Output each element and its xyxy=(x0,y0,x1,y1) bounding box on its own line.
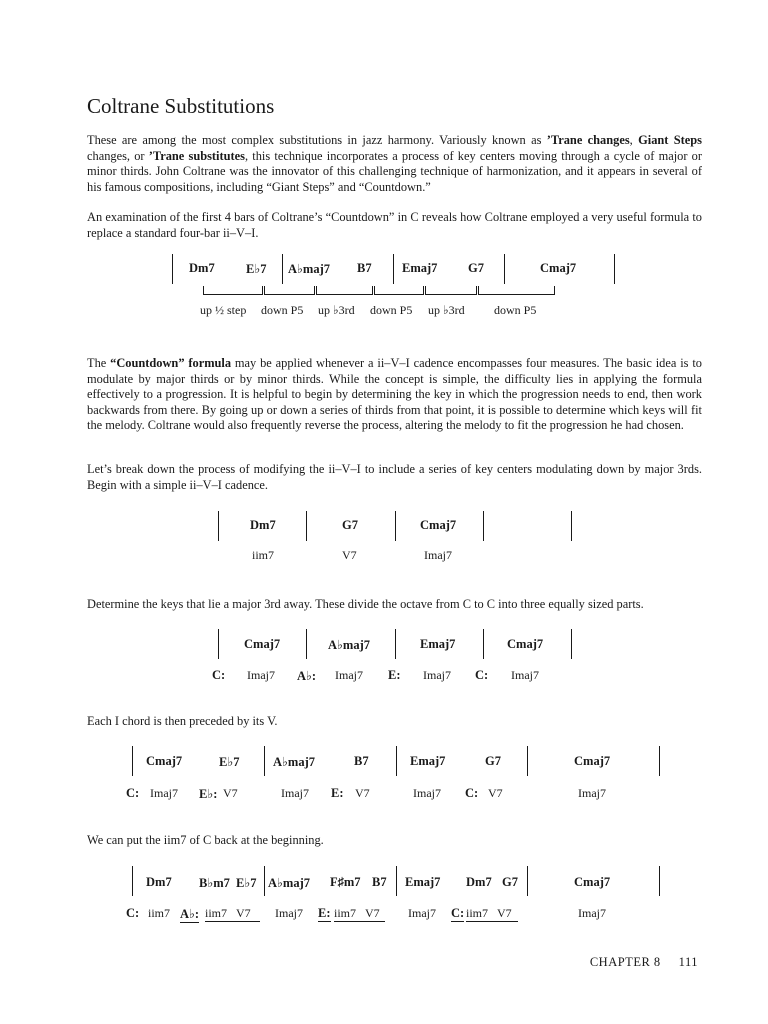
chord-symbol: Cmaj7 xyxy=(574,875,611,889)
barline xyxy=(614,254,615,284)
chord-symbol: F♯m7 xyxy=(330,875,361,889)
roman-numeral: Imaj7 xyxy=(275,906,303,920)
barline xyxy=(132,746,133,776)
chord-symbol: B♭m7 xyxy=(199,876,230,890)
interval-label: up ♭3rd xyxy=(428,303,465,317)
roman-numeral: iim7 xyxy=(252,548,275,562)
interval-bracket xyxy=(374,286,424,295)
chord-symbol: E♭7 xyxy=(219,755,240,769)
barline xyxy=(396,866,397,896)
key-label: E: xyxy=(388,668,401,682)
roman-numeral: Imaj7 xyxy=(413,786,441,800)
key-label: E: xyxy=(331,786,344,800)
chord-symbol: Cmaj7 xyxy=(507,637,544,651)
roman-numeral: Imaj7 xyxy=(578,906,606,920)
roman-numeral: Imaj7 xyxy=(335,668,363,682)
roman-numeral: Imaj7 xyxy=(578,786,606,800)
chord-symbol: Cmaj7 xyxy=(574,754,611,768)
iim7-paragraph: We can put the iim7 of C back at the beginning. xyxy=(87,833,324,847)
key-label: C: xyxy=(126,906,140,920)
chord-symbol: A♭maj7 xyxy=(268,876,310,890)
barline xyxy=(218,629,219,659)
chord-symbol: Cmaj7 xyxy=(420,518,457,532)
chord-symbol: E♭7 xyxy=(236,876,257,890)
interval-bracket xyxy=(425,286,477,295)
dominant-paragraph: Each I chord is then preceded by its V. xyxy=(87,714,278,728)
roman-numeral: Imaj7 xyxy=(408,906,436,920)
key-label: E♭: xyxy=(199,787,218,801)
interval-label: down P5 xyxy=(261,303,304,317)
roman-numeral: Imaj7 xyxy=(424,548,452,562)
chord-symbol: Dm7 xyxy=(250,518,276,532)
barline xyxy=(264,866,265,896)
interval-bracket xyxy=(316,286,373,295)
barline xyxy=(218,511,219,541)
chord-symbol: Emaj7 xyxy=(405,875,441,889)
key-label: A♭: xyxy=(180,907,200,921)
page-number: 111 xyxy=(678,955,698,969)
page-footer xyxy=(572,955,698,970)
roman-numeral: iim7 V7 xyxy=(334,906,385,922)
interval-label: up ♭3rd xyxy=(318,303,355,317)
chord-symbol: Cmaj7 xyxy=(540,261,577,275)
interval-label: down P5 xyxy=(370,303,413,317)
roman-numeral: Imaj7 xyxy=(281,786,309,800)
barline xyxy=(659,746,660,776)
roman-numeral: V7 xyxy=(355,786,370,800)
chapter-label: CHAPTER 8 xyxy=(589,955,661,969)
chord-symbol: G7 xyxy=(342,518,358,532)
barline xyxy=(264,746,265,776)
chord-symbol: G7 xyxy=(468,261,484,275)
barline xyxy=(393,254,394,284)
barline xyxy=(172,254,173,284)
chord-symbol: Dm7 xyxy=(146,875,172,889)
roman-numeral: V7 xyxy=(342,548,357,562)
chord-symbol: B7 xyxy=(357,261,372,275)
roman-numeral: Imaj7 xyxy=(150,786,178,800)
barline xyxy=(483,511,484,541)
chord-symbol: Dm7 xyxy=(189,261,215,275)
key-label: C: xyxy=(212,668,226,682)
formula-paragraph: The “Countdown” formula may be applied whenever a ii–V–I cadence encompasses four measures. The basic idea is to modulate by major thirds or by minor thirds. While the concept is simple, the difficulty lies in applying the formula effectively to a progression. It is helpful to begin by determining the key in which the progression needs to end, then work backwards from there. By going up or down a series of thirds from that point, it is possible to determine which keys will fit the melody. Coltrane would also frequently reverse the process, altering the melody to fit the progression he had chosen. xyxy=(87,356,702,432)
roman-numeral: iim7 xyxy=(148,906,171,920)
interval-label: down P5 xyxy=(494,303,537,317)
keys-paragraph: Determine the keys that lie a major 3rd away. These divide the octave from C to C into three equally sized parts. xyxy=(87,597,644,611)
chord-symbol: Cmaj7 xyxy=(244,637,281,651)
roman-numeral: Imaj7 xyxy=(423,668,451,682)
barline xyxy=(571,629,572,659)
roman-numeral: iim7 V7 xyxy=(205,906,260,922)
roman-numeral: V7 xyxy=(488,786,503,800)
roman-numeral: Imaj7 xyxy=(247,668,275,682)
chord-symbol: E♭7 xyxy=(246,262,267,276)
chord-symbol: B7 xyxy=(354,754,369,768)
chord-symbol: A♭maj7 xyxy=(273,755,315,769)
chord-symbol: Cmaj7 xyxy=(146,754,183,768)
chord-symbol: A♭maj7 xyxy=(328,638,370,652)
barline xyxy=(527,866,528,896)
barline xyxy=(132,866,133,896)
barline xyxy=(659,866,660,896)
intro-paragraph: These are among the most complex substitutions in jazz harmony. Variously known as ’Trane changes, Giant Steps changes, or ’Trane substitutes, this technique incorporates a process of key centers moving through a cycle of major or minor thirds. John Coltrane was the innovator of this challenging technique of harmonization, and it appears in several of his famous compositions, including “Giant Steps” and “Countdown.” xyxy=(87,133,702,194)
chord-symbol: Emaj7 xyxy=(402,261,438,275)
countdown-paragraph: An examination of the first 4 bars of Coltrane’s “Countdown” in C reveals how Coltrane employed a very useful formula to replace a standard four-bar ii–V–I. xyxy=(87,210,702,240)
key-label: C: xyxy=(475,668,489,682)
key-label: A♭: xyxy=(297,669,317,683)
page-title: Coltrane Substitutions xyxy=(87,94,275,118)
barline xyxy=(504,254,505,284)
chord-symbol: G7 xyxy=(502,875,518,889)
chord-symbol: Emaj7 xyxy=(420,637,456,651)
barline xyxy=(571,511,572,541)
barline xyxy=(306,629,307,659)
roman-numeral: iim7 V7 xyxy=(466,906,518,922)
chord-symbol: B7 xyxy=(372,875,387,889)
key-label: C: xyxy=(126,786,140,800)
chord-symbol: A♭maj7 xyxy=(288,262,330,276)
roman-numeral: V7 xyxy=(223,786,238,800)
chord-symbol: G7 xyxy=(485,754,501,768)
key-label: E: xyxy=(318,906,331,920)
interval-label: up ½ step xyxy=(200,303,247,317)
roman-numeral: Imaj7 xyxy=(511,668,539,682)
barline xyxy=(306,511,307,541)
barline xyxy=(483,629,484,659)
interval-bracket xyxy=(478,286,555,295)
key-label: C: xyxy=(451,906,465,920)
interval-bracket xyxy=(264,286,315,295)
barline xyxy=(282,254,283,284)
barline xyxy=(396,746,397,776)
barline xyxy=(527,746,528,776)
breakdown-paragraph: Let’s break down the process of modifying the ii–V–I to include a series of key centers modulating down by major 3rds. Begin with a simple ii–V–I cadence. xyxy=(87,462,702,492)
chord-symbol: Emaj7 xyxy=(410,754,446,768)
interval-bracket xyxy=(203,286,263,295)
chord-symbol: Dm7 xyxy=(466,875,492,889)
barline xyxy=(395,629,396,659)
barline xyxy=(395,511,396,541)
key-label: C: xyxy=(465,786,479,800)
